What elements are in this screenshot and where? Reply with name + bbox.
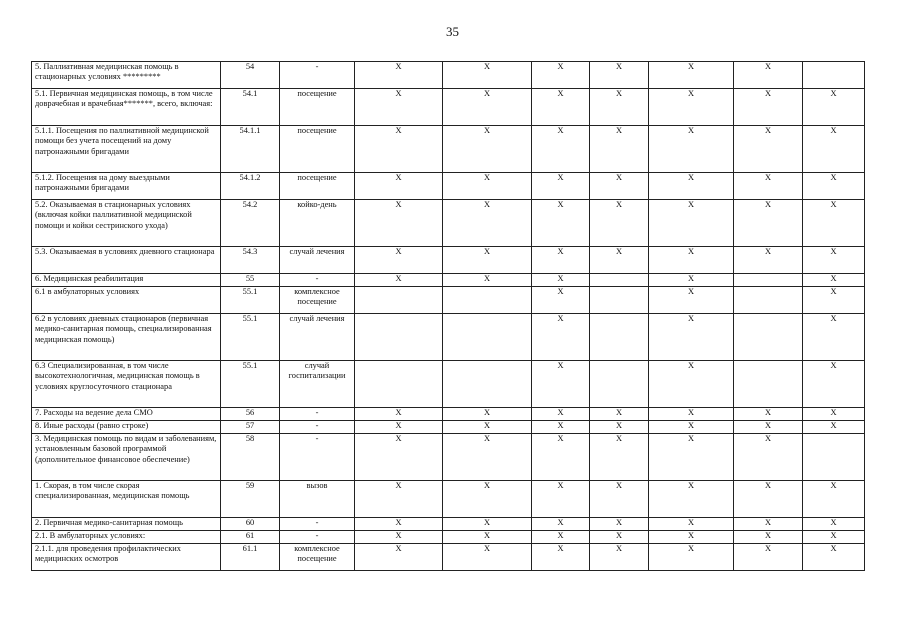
table-row xyxy=(32,287,865,314)
mark-cell: X xyxy=(355,62,443,89)
row-name-cell: 5.3. Оказываемая в условиях дневного стационара xyxy=(32,247,221,274)
mark-cell: X xyxy=(532,408,590,421)
row-name-cell: 5.1. Первичная медицинская помощь, в том числе доврачебная и врачебная*******, всего, включая: xyxy=(32,89,221,126)
mark-cell: X xyxy=(649,200,734,247)
mark-cell: X xyxy=(532,173,590,200)
mark-cell: X xyxy=(590,421,649,434)
row-name-cell: 6. Медицинская реабилитация xyxy=(32,274,221,287)
row-unit-cell: комплексное посещение xyxy=(280,544,355,571)
mark-cell: X xyxy=(355,247,443,274)
mark-cell: X xyxy=(443,247,532,274)
row-name-cell: 2.1. В амбулаторных условиях: xyxy=(32,531,221,544)
mark-cell: X xyxy=(590,126,649,173)
mark-cell: X xyxy=(734,173,803,200)
mark-cell xyxy=(590,287,649,314)
mark-cell: X xyxy=(803,287,865,314)
mark-cell: X xyxy=(734,421,803,434)
mark-cell: X xyxy=(355,434,443,481)
row-name-cell: 6.2 в условиях дневных стационаров (первичная медико-санитарная помощь, специализированная медицинская помощь) xyxy=(32,314,221,361)
mark-cell: X xyxy=(803,544,865,571)
table-row xyxy=(32,531,865,544)
row-code-cell: 55 xyxy=(221,274,280,287)
table-row xyxy=(32,247,865,274)
mark-cell: X xyxy=(649,62,734,89)
table-row xyxy=(32,434,865,481)
mark-cell: X xyxy=(734,126,803,173)
row-unit-cell: - xyxy=(280,62,355,89)
mark-cell xyxy=(734,287,803,314)
row-unit-cell: посещение xyxy=(280,173,355,200)
mark-cell: X xyxy=(532,531,590,544)
mark-cell xyxy=(355,314,443,361)
mark-cell: X xyxy=(532,287,590,314)
row-unit-cell: случай лечения xyxy=(280,247,355,274)
mark-cell: X xyxy=(532,89,590,126)
mark-cell: X xyxy=(355,89,443,126)
mark-cell xyxy=(590,361,649,408)
mark-cell: X xyxy=(532,314,590,361)
mark-cell: X xyxy=(532,247,590,274)
row-code-cell: 60 xyxy=(221,518,280,531)
mark-cell: X xyxy=(355,173,443,200)
mark-cell: X xyxy=(443,274,532,287)
row-code-cell: 54 xyxy=(221,62,280,89)
row-unit-cell: койко-день xyxy=(280,200,355,247)
mark-cell: X xyxy=(649,89,734,126)
table-row xyxy=(32,200,865,247)
mark-cell: X xyxy=(532,62,590,89)
row-unit-cell: - xyxy=(280,434,355,481)
mark-cell: X xyxy=(443,126,532,173)
row-code-cell: 59 xyxy=(221,481,280,518)
row-unit-cell: - xyxy=(280,408,355,421)
mark-cell: X xyxy=(355,518,443,531)
mark-cell: X xyxy=(803,531,865,544)
row-name-cell: 5.1.2. Посещения на дому выездными патронажными бригадами xyxy=(32,173,221,200)
mark-cell: X xyxy=(803,361,865,408)
mark-cell: X xyxy=(803,173,865,200)
row-name-cell: 2.1.1. для проведения профилактических медицинских осмотров xyxy=(32,544,221,571)
row-name-cell: 8. Иные расходы (равно строке) xyxy=(32,421,221,434)
row-name-cell: 5. Паллиативная медицинская помощь в стационарных условиях ********* xyxy=(32,62,221,89)
mark-cell xyxy=(590,274,649,287)
mark-cell: X xyxy=(355,481,443,518)
mark-cell: X xyxy=(803,126,865,173)
row-code-cell: 58 xyxy=(221,434,280,481)
table-row xyxy=(32,173,865,200)
mark-cell: X xyxy=(649,287,734,314)
mark-cell: X xyxy=(803,481,865,518)
row-code-cell: 55.1 xyxy=(221,314,280,361)
mark-cell: X xyxy=(355,544,443,571)
row-unit-cell: посещение xyxy=(280,126,355,173)
mark-cell: X xyxy=(649,408,734,421)
mark-cell: X xyxy=(443,173,532,200)
mark-cell: X xyxy=(803,314,865,361)
mark-cell: X xyxy=(590,247,649,274)
mark-cell: X xyxy=(734,200,803,247)
mark-cell: X xyxy=(803,421,865,434)
mark-cell: X xyxy=(532,481,590,518)
row-unit-cell: - xyxy=(280,518,355,531)
mark-cell: X xyxy=(734,247,803,274)
row-unit-cell: - xyxy=(280,531,355,544)
row-unit-cell: случай госпитализации xyxy=(280,361,355,408)
mark-cell: X xyxy=(734,434,803,481)
row-unit-cell: посещение xyxy=(280,89,355,126)
row-name-cell: 6.3 Специализированная, в том числе высокотехнологичная, медицинская помощь в условиях круглосуточного стационара xyxy=(32,361,221,408)
mark-cell: X xyxy=(532,126,590,173)
mark-cell xyxy=(443,314,532,361)
mark-cell: X xyxy=(649,314,734,361)
mark-cell xyxy=(803,434,865,481)
mark-cell: X xyxy=(649,421,734,434)
table-row xyxy=(32,518,865,531)
row-code-cell: 54.1.2 xyxy=(221,173,280,200)
table-row xyxy=(32,274,865,287)
page-number: 35 xyxy=(446,24,459,39)
mark-cell: X xyxy=(649,274,734,287)
mark-cell: X xyxy=(803,200,865,247)
mark-cell: X xyxy=(649,126,734,173)
mark-cell: X xyxy=(590,544,649,571)
mark-cell: X xyxy=(532,544,590,571)
mark-cell: X xyxy=(443,544,532,571)
row-code-cell: 55.1 xyxy=(221,361,280,408)
mark-cell: X xyxy=(355,531,443,544)
data-table xyxy=(31,61,865,571)
row-name-cell: 3. Медицинская помощь по видам и заболеваниям, установленным базовой программой (дополнительное финансовое обеспечение) xyxy=(32,434,221,481)
mark-cell: X xyxy=(590,89,649,126)
table-row xyxy=(32,361,865,408)
mark-cell: X xyxy=(803,247,865,274)
mark-cell: X xyxy=(443,421,532,434)
mark-cell: X xyxy=(734,408,803,421)
mark-cell: X xyxy=(734,531,803,544)
row-name-cell: 5.2. Оказываемая в стационарных условиях (включая койки паллиативной медицинской помощи и койки сестринского ухода) xyxy=(32,200,221,247)
mark-cell: X xyxy=(590,518,649,531)
table-row xyxy=(32,89,865,126)
row-name-cell: 6.1 в амбулаторных условиях xyxy=(32,287,221,314)
mark-cell xyxy=(734,314,803,361)
mark-cell xyxy=(355,287,443,314)
mark-cell: X xyxy=(649,531,734,544)
row-unit-cell: вызов xyxy=(280,481,355,518)
mark-cell xyxy=(443,361,532,408)
mark-cell: X xyxy=(443,531,532,544)
row-unit-cell: комплексное посещение xyxy=(280,287,355,314)
row-code-cell: 61.1 xyxy=(221,544,280,571)
mark-cell: X xyxy=(532,434,590,481)
mark-cell: X xyxy=(590,531,649,544)
row-code-cell: 54.1.1 xyxy=(221,126,280,173)
mark-cell: X xyxy=(590,481,649,518)
table-row xyxy=(32,481,865,518)
table-row xyxy=(32,126,865,173)
mark-cell: X xyxy=(734,544,803,571)
row-name-cell: 1. Скорая, в том числе скорая специализированная, медицинская помощь xyxy=(32,481,221,518)
table-row xyxy=(32,421,865,434)
mark-cell: X xyxy=(532,421,590,434)
mark-cell: X xyxy=(590,200,649,247)
mark-cell: X xyxy=(734,518,803,531)
table-row xyxy=(32,544,865,571)
mark-cell: X xyxy=(355,408,443,421)
row-unit-cell: случай лечения xyxy=(280,314,355,361)
mark-cell: X xyxy=(532,361,590,408)
mark-cell xyxy=(803,62,865,89)
mark-cell: X xyxy=(590,173,649,200)
mark-cell: X xyxy=(443,200,532,247)
table-row xyxy=(32,408,865,421)
row-name-cell: 2. Первичная медико-санитарная помощь xyxy=(32,518,221,531)
mark-cell: X xyxy=(649,247,734,274)
mark-cell: X xyxy=(649,173,734,200)
row-unit-cell: - xyxy=(280,274,355,287)
mark-cell: X xyxy=(443,434,532,481)
mark-cell: X xyxy=(649,544,734,571)
mark-cell: X xyxy=(532,274,590,287)
mark-cell: X xyxy=(803,274,865,287)
mark-cell: X xyxy=(734,62,803,89)
mark-cell: X xyxy=(803,518,865,531)
mark-cell: X xyxy=(443,62,532,89)
mark-cell: X xyxy=(443,518,532,531)
mark-cell xyxy=(734,274,803,287)
mark-cell: X xyxy=(532,518,590,531)
mark-cell: X xyxy=(443,481,532,518)
mark-cell: X xyxy=(355,421,443,434)
mark-cell xyxy=(443,287,532,314)
row-code-cell: 57 xyxy=(221,421,280,434)
mark-cell xyxy=(734,361,803,408)
row-code-cell: 55.1 xyxy=(221,287,280,314)
mark-cell: X xyxy=(355,274,443,287)
table-row xyxy=(32,314,865,361)
table-row xyxy=(32,62,865,89)
mark-cell: X xyxy=(649,434,734,481)
mark-cell: X xyxy=(734,89,803,126)
mark-cell: X xyxy=(355,200,443,247)
mark-cell: X xyxy=(803,408,865,421)
mark-cell: X xyxy=(443,408,532,421)
mark-cell: X xyxy=(649,361,734,408)
mark-cell: X xyxy=(649,518,734,531)
row-name-cell: 5.1.1. Посещения по паллиативной медицинской помощи без учета посещений на дому патронажными бригадами xyxy=(32,126,221,173)
mark-cell: X xyxy=(590,62,649,89)
mark-cell: X xyxy=(734,481,803,518)
row-code-cell: 54.2 xyxy=(221,200,280,247)
mark-cell xyxy=(590,314,649,361)
row-name-cell: 7. Расходы на ведение дела СМО xyxy=(32,408,221,421)
row-code-cell: 61 xyxy=(221,531,280,544)
mark-cell xyxy=(355,361,443,408)
mark-cell: X xyxy=(590,408,649,421)
mark-cell: X xyxy=(532,200,590,247)
mark-cell: X xyxy=(803,89,865,126)
row-code-cell: 54.3 xyxy=(221,247,280,274)
mark-cell: X xyxy=(649,481,734,518)
mark-cell: X xyxy=(590,434,649,481)
row-code-cell: 56 xyxy=(221,408,280,421)
mark-cell: X xyxy=(443,89,532,126)
row-unit-cell: - xyxy=(280,421,355,434)
row-code-cell: 54.1 xyxy=(221,89,280,126)
mark-cell: X xyxy=(355,126,443,173)
